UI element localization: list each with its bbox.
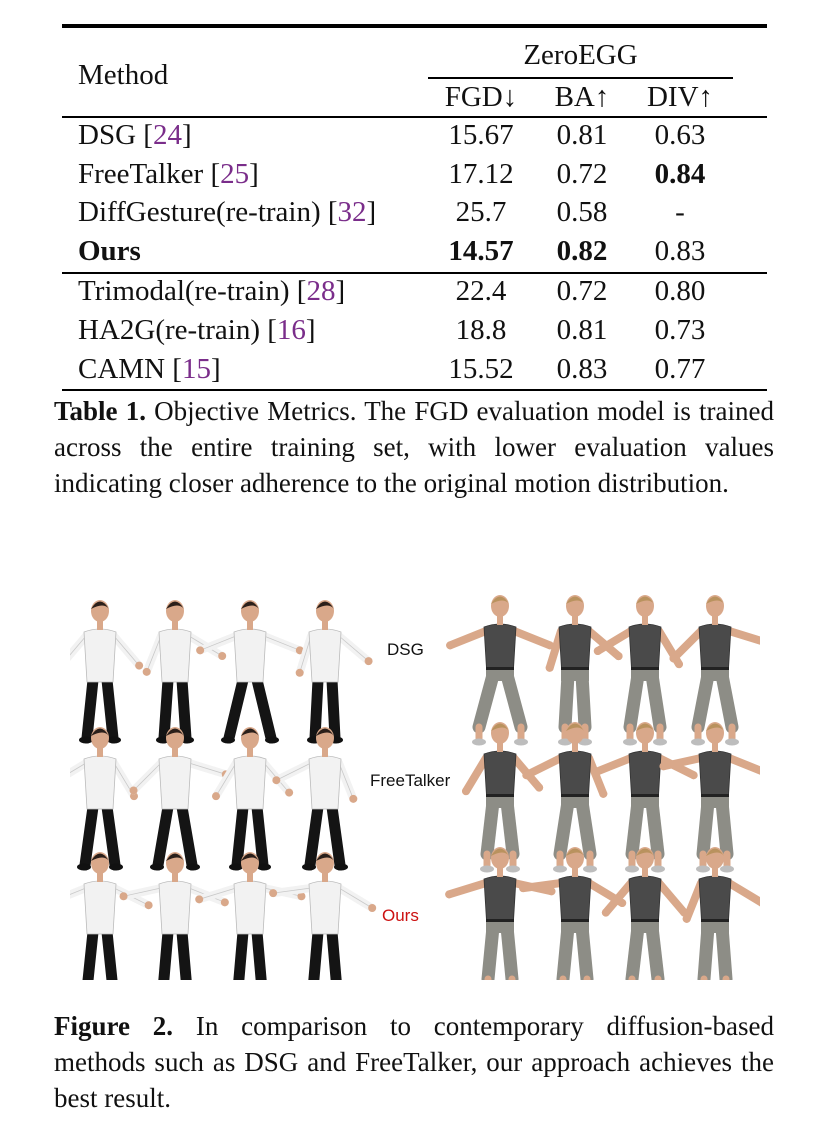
row-method-camn: CAMN [15]: [78, 353, 221, 385]
avatar-left-4: [70, 727, 138, 871]
avatar-right-10: [602, 847, 688, 980]
row-method-ours: Ours: [78, 235, 141, 267]
avatar-left-2: [196, 600, 304, 744]
row-ba-dsg: 0.81: [556, 119, 608, 151]
row-fgd-camn: 15.52: [448, 353, 514, 385]
row-div-camn: 0.77: [654, 353, 706, 385]
table-bottom-rule: [62, 389, 767, 391]
row-div-ours: 0.83: [654, 235, 706, 267]
row-ba-freetalker: 0.72: [556, 158, 608, 190]
avatar-left-9: [120, 852, 229, 980]
row-fgd-trimodal: 22.4: [455, 275, 507, 307]
figure-caption-text: In comparison to contemporary diffusion-based methods such as DSG and FreeTalker, our approach achieves the best result.: [54, 1011, 774, 1113]
table-caption-text: Objective Metrics. The FGD evaluation model is trained across the entire training set, with lower evaluation values indicating closer adherence to the original motion distribution.: [54, 396, 774, 498]
citation-link[interactable]: 32: [337, 196, 367, 228]
row-ba-trimodal: 0.72: [556, 275, 608, 307]
header-fgd: FGD↓: [444, 81, 518, 113]
row-div-freetalker: 0.84: [654, 158, 706, 190]
avatar-right-2: [594, 595, 683, 746]
citation-link[interactable]: 25: [220, 158, 250, 190]
citation-link[interactable]: 28: [306, 275, 336, 307]
comparison-figure: [70, 590, 760, 980]
avatar-left-8: [70, 852, 153, 980]
avatar-left-11: [269, 852, 376, 980]
figure-label-ours: Ours: [382, 906, 419, 925]
header-ba: BA↑: [554, 81, 610, 113]
row-div-dsg: 0.63: [654, 119, 706, 151]
row-fgd-diffgesture: 25.7: [455, 196, 507, 228]
avatar-left-3: [296, 600, 373, 744]
row-div-ha2g: 0.73: [654, 314, 706, 346]
citation-link[interactable]: 16: [276, 314, 306, 346]
avatar-left-10: [195, 852, 305, 980]
row-method-freetalker: FreeTalker [25]: [78, 158, 259, 190]
avatar-left-0: [70, 600, 143, 744]
row-method-diffgesture: DiffGesture(re-train) [32]: [78, 196, 377, 228]
row-ba-camn: 0.83: [556, 353, 608, 385]
row-fgd-ours: 14.57: [448, 235, 514, 267]
row-method-trimodal: Trimodal(re-train) [28]: [78, 275, 346, 307]
citation-link[interactable]: 24: [152, 119, 182, 151]
header-div: DIV↑: [646, 81, 714, 113]
header-method: Method: [78, 59, 169, 91]
figure-label-freetalker: FreeTalker: [370, 771, 451, 790]
figure-label-dsg: DSG: [387, 640, 424, 659]
header-dataset: ZeroEGG: [523, 39, 638, 71]
row-ba-ha2g: 0.81: [556, 314, 608, 346]
figure-caption-label: Figure 2.: [54, 1011, 174, 1041]
table-top-rule: [62, 24, 767, 28]
row-method-dsg: DSG [24]: [78, 119, 192, 151]
avatar-right-1: [546, 595, 623, 746]
figure-caption: [54, 1008, 774, 1116]
row-div-trimodal: 0.80: [654, 275, 706, 307]
avatar-left-7: [272, 727, 357, 871]
row-ba-diffgesture: 0.58: [556, 196, 608, 228]
row-ba-ours: 0.82: [556, 235, 608, 267]
dataset-underline: [428, 77, 733, 79]
avatar-left-1: [143, 600, 226, 744]
row-div-diffgesture: -: [675, 196, 685, 228]
avatar-left-6: [212, 727, 293, 871]
table-caption: [54, 393, 774, 501]
row-fgd-freetalker: 17.12: [448, 158, 514, 190]
avatar-right-8: [445, 847, 555, 980]
row-fgd-dsg: 15.67: [448, 119, 514, 151]
citation-link[interactable]: 15: [181, 353, 211, 385]
table-caption-label: Table 1.: [54, 396, 146, 426]
row-fgd-ha2g: 18.8: [455, 314, 507, 346]
row-method-ha2g: HA2G(re-train) [16]: [78, 314, 316, 346]
